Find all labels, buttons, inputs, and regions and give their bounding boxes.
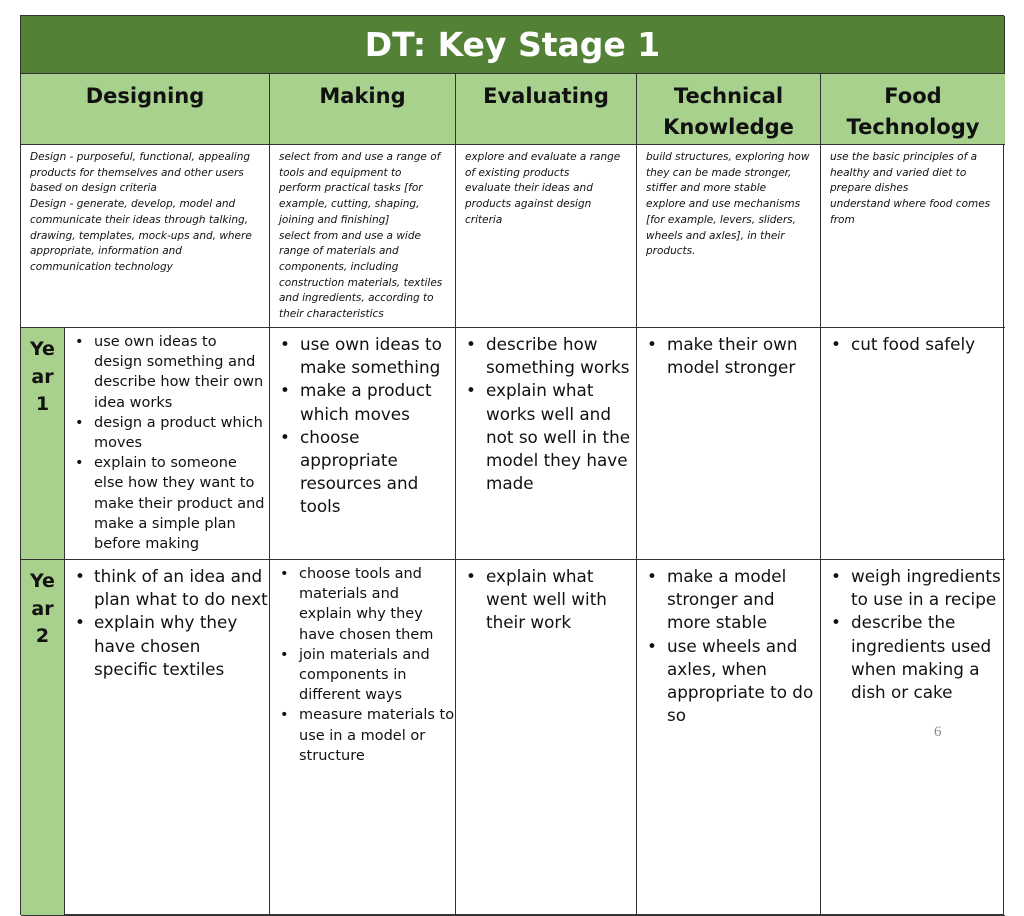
objective-text: use the basic principles of a healthy and varied diet to prepare dishes: [830, 151, 978, 195]
year-1-designing: [65, 328, 270, 560]
list-item: • make a model stronger and more stable: [637, 565, 820, 635]
objectives-technical: [637, 145, 821, 328]
objective-text: build structures, exploring how they can be made stronger, stiffer and more stable: [646, 151, 810, 195]
objective-text: Design - generate, develop, model and communicate their ideas through talking, drawing, templates, mock-ups and, where appropriate, information and communication technology: [30, 198, 252, 273]
objective-text: select from and use a range of tools and equipment to perform practical tasks [for example, cutting, shaping, joining and finishing]: [279, 151, 441, 226]
year-label-part: ar: [31, 365, 54, 388]
year-1-making: [270, 328, 456, 560]
objective-text: understand where food comes from: [830, 198, 991, 226]
year-2-technical: [637, 560, 821, 916]
list-item: • measure materials to use in a model or structure: [270, 705, 455, 766]
year-1-evaluating: [456, 328, 637, 560]
objective-text: Design - purposeful, functional, appealing products for themselves and other users based on design criteria: [30, 151, 251, 195]
list-item: • choose tools and materials and explain why they have chosen them: [270, 564, 455, 645]
header-evaluating: Evaluating: [456, 74, 637, 145]
list-item: • weigh ingredients to use in a recipe: [821, 565, 1005, 611]
list-item: • explain what went well with their work: [456, 565, 636, 635]
objective-text: explore and evaluate a range of existing products: [465, 151, 621, 179]
page-title: DT: Key Stage 1: [21, 16, 1005, 74]
header-technical-line2: Knowledge: [663, 115, 794, 139]
header-food-line2: Technology: [846, 115, 980, 139]
list-item: • explain to someone else how they want to make their product and make a simple plan before making: [65, 453, 269, 554]
dt-key-stage-1-table: [20, 15, 1004, 915]
year-1-food: [821, 328, 1005, 560]
list-item: • design a product which moves: [65, 413, 269, 453]
year-label-part: Ye: [30, 570, 55, 592]
year-2-designing: [65, 560, 270, 916]
list-item: • describe the ingredients used when making a dish or cake: [821, 611, 1005, 704]
objective-text: explore and use mechanisms [for example, levers, sliders, wheels and axles], in their products.: [646, 198, 801, 258]
year-label-part: Ye: [30, 338, 55, 360]
year-label-part: 1: [35, 393, 50, 415]
list-item: • make their own model stronger: [637, 333, 820, 379]
list-item: • make a product which moves: [270, 379, 455, 425]
list-item: • use own ideas to design something and describe how their own idea works: [65, 332, 269, 413]
year-2-making: [270, 560, 456, 916]
list-item: • cut food safely: [821, 333, 1005, 356]
objectives-evaluating: [456, 145, 637, 328]
year-1-technical: [637, 328, 821, 560]
list-item: • choose appropriate resources and tools: [270, 426, 455, 519]
list-item: • use wheels and axles, when appropriate to do so: [637, 635, 820, 728]
year-label-part: 2: [35, 625, 50, 647]
list-item: • use own ideas to make something: [270, 333, 455, 379]
list-item: • explain why they have chosen specific textiles: [65, 611, 269, 681]
year-2-evaluating: [456, 560, 637, 916]
header-making: Making: [270, 74, 456, 145]
list-item: • explain what works well and not so well in the model they have made: [456, 379, 636, 495]
objectives-making: [270, 145, 456, 328]
objectives-food: [821, 145, 1005, 328]
header-technical-knowledge: [637, 74, 821, 145]
page-number: 6: [934, 724, 942, 740]
list-item: • describe how something works: [456, 333, 636, 379]
objective-text: evaluate their ideas and products against design criteria: [465, 182, 593, 226]
objectives-designing: [21, 145, 270, 328]
year-label-part: ar: [31, 597, 54, 620]
objective-text: select from and use a wide range of materials and components, including construction materials, textiles and ingredients, according to their characteristics: [279, 229, 443, 321]
header-food-line1: Food: [884, 84, 942, 108]
year-2-label: [21, 560, 65, 916]
year-2-food: [821, 560, 1005, 916]
list-item: • think of an idea and plan what to do next: [65, 565, 269, 611]
list-item: • join materials and components in different ways: [270, 645, 455, 706]
header-designing: Designing: [21, 74, 270, 145]
header-food-technology: [821, 74, 1005, 145]
year-1-label: [21, 328, 65, 560]
header-technical-line1: Technical: [673, 84, 784, 108]
